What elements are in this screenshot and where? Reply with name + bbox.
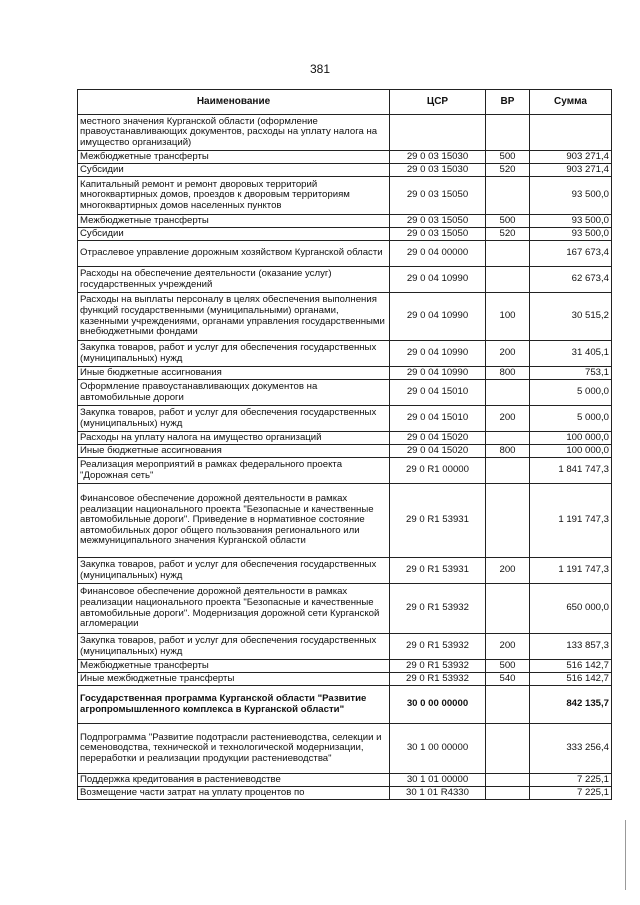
table-row (78, 686, 612, 724)
table-row (78, 432, 612, 445)
table-row (78, 367, 612, 380)
cell-sum: 1 191 747,3 (530, 558, 612, 584)
cell-sum: 516 142,7 (530, 673, 612, 686)
scan-edge-mark (625, 820, 626, 890)
cell-name: Поддержка кредитования в растениеводстве (78, 774, 390, 787)
cell-sum: 753,1 (530, 367, 612, 380)
cell-vr: 100 (486, 293, 530, 341)
cell-sum: 133 857,3 (530, 634, 612, 660)
cell-csr: 30 1 01 00000 (390, 774, 486, 787)
cell-sum: 100 000,0 (530, 432, 612, 445)
cell-name: Межбюджетные трансферты (78, 215, 390, 228)
table-row (78, 774, 612, 787)
cell-name: Межбюджетные трансферты (78, 151, 390, 164)
cell-sum: 93 500,0 (530, 215, 612, 228)
cell-sum: 903 271,4 (530, 151, 612, 164)
cell-csr: 29 0 R1 00000 (390, 458, 486, 484)
table-row (78, 458, 612, 484)
table-row (78, 228, 612, 241)
table-row (78, 151, 612, 164)
cell-vr (486, 380, 530, 406)
cell-csr (390, 115, 486, 151)
cell-csr: 29 0 R1 53932 (390, 584, 486, 634)
cell-vr: 500 (486, 151, 530, 164)
table-header-row (78, 90, 612, 115)
cell-vr (486, 267, 530, 293)
header-sum: Сумма (530, 90, 612, 115)
cell-sum: 1 191 747,3 (530, 484, 612, 558)
cell-csr: 29 0 04 10990 (390, 293, 486, 341)
cell-vr: 800 (486, 367, 530, 380)
cell-vr: 520 (486, 228, 530, 241)
cell-name: Иные бюджетные ассигнования (78, 367, 390, 380)
cell-sum: 333 256,4 (530, 724, 612, 774)
cell-csr: 29 0 04 00000 (390, 241, 486, 267)
cell-name: Финансовое обеспечение дорожной деятельности в рамках реализации национального проекта "Безопасные и качественные автомобильные дороги". Модернизация дорожной сети Курганской агломерации (78, 584, 390, 634)
table-row (78, 484, 612, 558)
cell-csr: 29 0 R1 53932 (390, 660, 486, 673)
table-row (78, 445, 612, 458)
cell-csr: 29 0 04 15010 (390, 380, 486, 406)
cell-csr: 29 0 04 15020 (390, 432, 486, 445)
cell-vr (486, 774, 530, 787)
cell-name: Возмещение части затрат на уплату процентов по (78, 787, 390, 800)
table-row (78, 241, 612, 267)
cell-csr: 30 0 00 00000 (390, 686, 486, 724)
cell-name: Финансовое обеспечение дорожной деятельности в рамках реализации национального проекта "Безопасные и качественные автомобильные дороги". Приведение в нормативное состояние автомобильных дорог общего пользования регионального или межмуниципального значения Курганской области (78, 484, 390, 558)
table-row (78, 787, 612, 800)
cell-vr (486, 787, 530, 800)
table-row (78, 634, 612, 660)
cell-vr: 500 (486, 215, 530, 228)
table-row (78, 293, 612, 341)
table-row (78, 724, 612, 774)
cell-name: Реализация мероприятий в рамках федерального проекта "Дорожная сеть" (78, 458, 390, 484)
cell-vr: 540 (486, 673, 530, 686)
cell-csr: 29 0 R1 53932 (390, 634, 486, 660)
header-name: Наименование (78, 90, 390, 115)
cell-vr (486, 686, 530, 724)
table-row (78, 380, 612, 406)
table-row (78, 406, 612, 432)
table-row (78, 267, 612, 293)
table-row (78, 164, 612, 177)
cell-vr (486, 241, 530, 267)
cell-vr (486, 115, 530, 151)
cell-name: Расходы на уплату налога на имущество организаций (78, 432, 390, 445)
cell-sum: 31 405,1 (530, 341, 612, 367)
cell-vr: 200 (486, 558, 530, 584)
cell-csr: 29 0 03 15050 (390, 177, 486, 215)
cell-name: Закупка товаров, работ и услуг для обеспечения государственных (муниципальных) нужд (78, 558, 390, 584)
cell-vr (486, 177, 530, 215)
table-row (78, 660, 612, 673)
cell-vr: 500 (486, 660, 530, 673)
page-number: 381 (309, 62, 331, 76)
cell-vr: 200 (486, 406, 530, 432)
cell-sum: 5 000,0 (530, 406, 612, 432)
cell-csr: 29 0 04 10990 (390, 267, 486, 293)
cell-sum: 30 515,2 (530, 293, 612, 341)
cell-name: Закупка товаров, работ и услуг для обеспечения государственных (муниципальных) нужд (78, 634, 390, 660)
table-row (78, 115, 612, 151)
cell-sum: 516 142,7 (530, 660, 612, 673)
cell-sum: 1 841 747,3 (530, 458, 612, 484)
cell-sum: 62 673,4 (530, 267, 612, 293)
cell-vr: 520 (486, 164, 530, 177)
cell-vr: 200 (486, 634, 530, 660)
cell-sum: 842 135,7 (530, 686, 612, 724)
cell-vr: 200 (486, 341, 530, 367)
cell-csr: 29 0 04 10990 (390, 341, 486, 367)
cell-csr: 29 0 R1 53932 (390, 673, 486, 686)
cell-name: Межбюджетные трансферты (78, 660, 390, 673)
cell-sum: 100 000,0 (530, 445, 612, 458)
cell-name: Оформление правоустанавливающих документов на автомобильные дороги (78, 380, 390, 406)
table-row (78, 584, 612, 634)
table-row (78, 673, 612, 686)
cell-sum: 7 225,1 (530, 787, 612, 800)
table-row (78, 558, 612, 584)
header-csr: ЦСР (390, 90, 486, 115)
cell-name: Субсидии (78, 164, 390, 177)
cell-name: Иные бюджетные ассигнования (78, 445, 390, 458)
cell-csr: 29 0 03 15030 (390, 151, 486, 164)
cell-csr: 29 0 R1 53931 (390, 484, 486, 558)
cell-name: Государственная программа Курганской области "Развитие агропромышленного комплекса в Курганской области" (78, 686, 390, 724)
table-row (78, 177, 612, 215)
header-vr: ВР (486, 90, 530, 115)
cell-name: Расходы на обеспечение деятельности (оказание услуг) государственных учреждений (78, 267, 390, 293)
cell-sum: 650 000,0 (530, 584, 612, 634)
cell-sum: 7 225,1 (530, 774, 612, 787)
cell-csr: 29 0 03 15030 (390, 164, 486, 177)
cell-csr: 29 0 R1 53931 (390, 558, 486, 584)
cell-csr: 29 0 04 15010 (390, 406, 486, 432)
cell-name: Закупка товаров, работ и услуг для обеспечения государственных (муниципальных) нужд (78, 341, 390, 367)
cell-name: Иные межбюджетные трансферты (78, 673, 390, 686)
cell-name: Закупка товаров, работ и услуг для обеспечения государственных (муниципальных) нужд (78, 406, 390, 432)
cell-vr (486, 584, 530, 634)
cell-csr: 29 0 04 15020 (390, 445, 486, 458)
cell-sum: 903 271,4 (530, 164, 612, 177)
cell-name: Отраслевое управление дорожным хозяйством Курганской области (78, 241, 390, 267)
cell-vr (486, 458, 530, 484)
cell-vr: 800 (486, 445, 530, 458)
cell-vr (486, 724, 530, 774)
cell-sum: 5 000,0 (530, 380, 612, 406)
cell-csr: 30 1 01 R4330 (390, 787, 486, 800)
cell-name: Подпрограмма "Развитие подотрасли растениеводства, селекции и семеноводства, технической и технологической модернизации, переработки и реализации продукции растениеводства" (78, 724, 390, 774)
cell-csr: 29 0 04 10990 (390, 367, 486, 380)
cell-name: Капитальный ремонт и ремонт дворовых территорий многоквартирных домов, проездов к дворовым территориям многоквартирных домов населенных пунктов (78, 177, 390, 215)
cell-vr (486, 432, 530, 445)
cell-sum: 93 500,0 (530, 228, 612, 241)
cell-name: Расходы на выплаты персоналу в целях обеспечения выполнения функций государственными (муниципальными) органами, казенными учреждениями, органами управления государственными внебюджетными фондами (78, 293, 390, 341)
cell-sum: 167 673,4 (530, 241, 612, 267)
cell-csr: 30 1 00 00000 (390, 724, 486, 774)
cell-name: местного значения Курганской области (оформление правоустанавливающих документов, расходы на уплату налога на имущество организаций) (78, 115, 390, 151)
budget-table (77, 89, 612, 800)
cell-name: Субсидии (78, 228, 390, 241)
cell-sum: 93 500,0 (530, 177, 612, 215)
table-row (78, 215, 612, 228)
table-body (78, 115, 612, 800)
cell-csr: 29 0 03 15050 (390, 228, 486, 241)
cell-sum (530, 115, 612, 151)
cell-csr: 29 0 03 15050 (390, 215, 486, 228)
cell-vr (486, 484, 530, 558)
table-row (78, 341, 612, 367)
